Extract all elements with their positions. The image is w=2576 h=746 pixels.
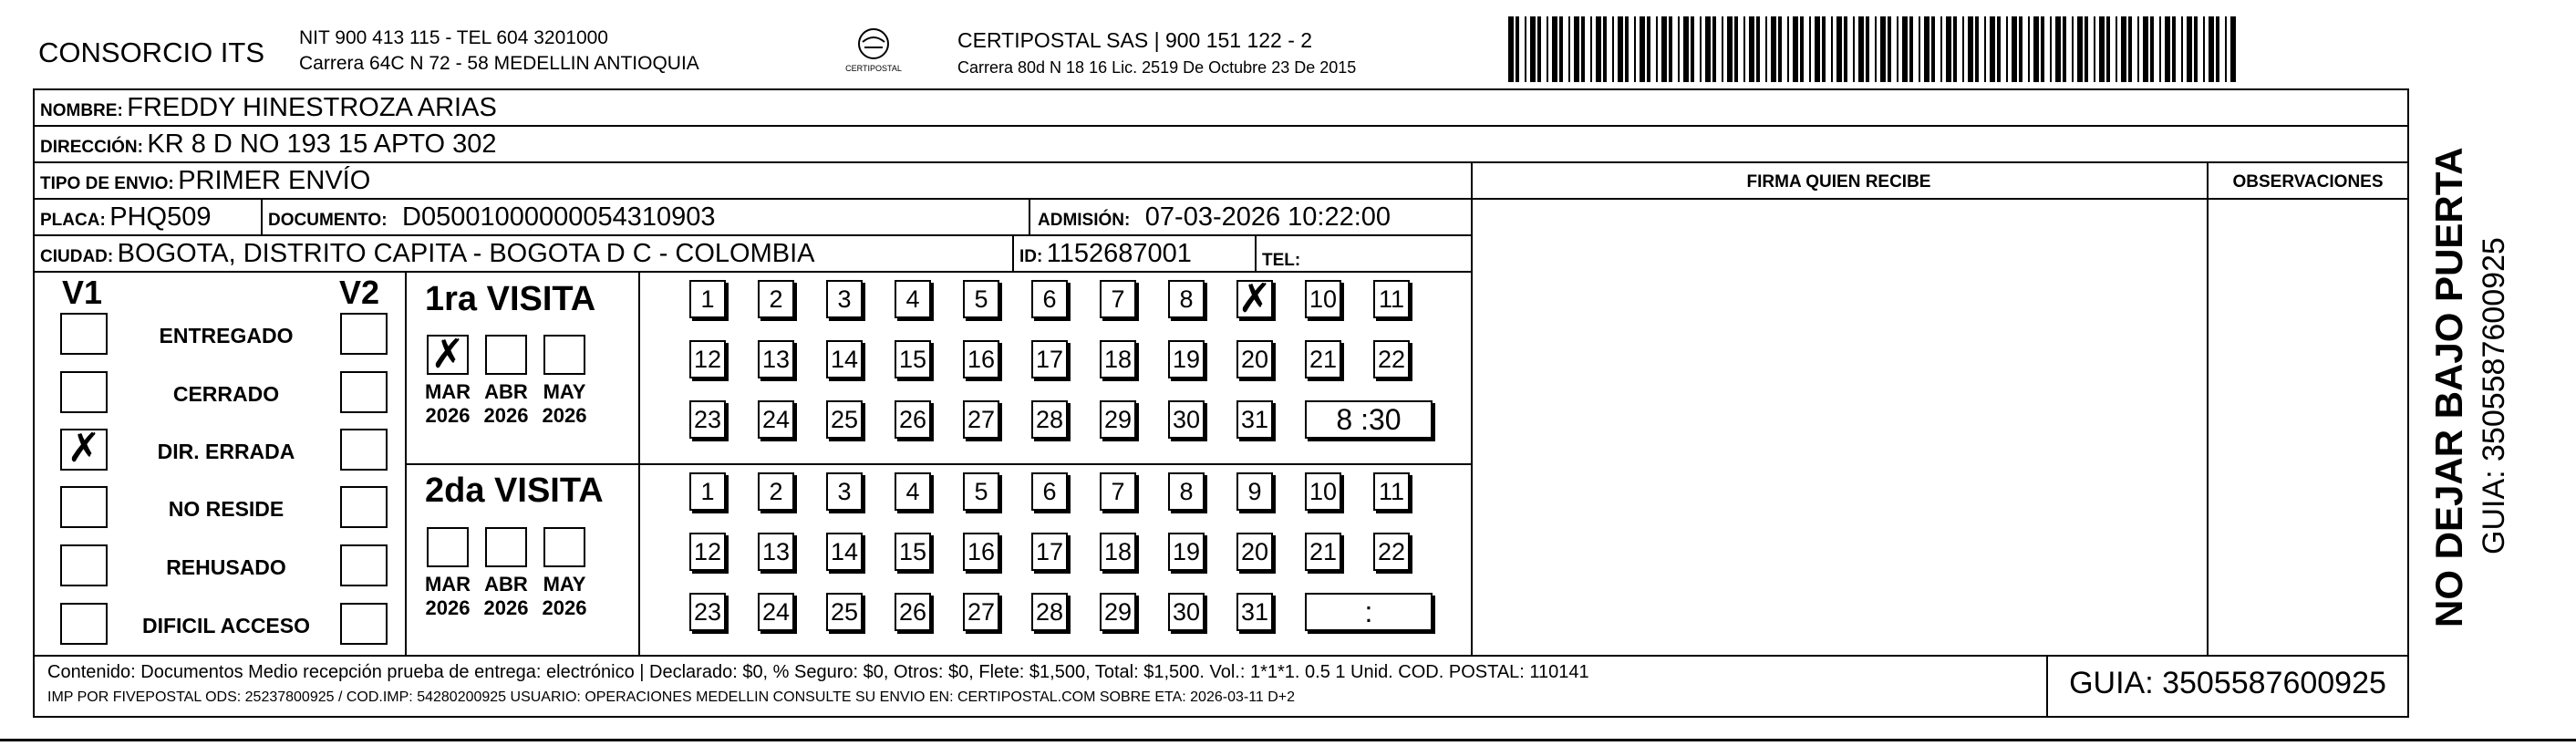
- first-visit-day-box[interactable]: 5: [963, 280, 999, 318]
- barcode-bar: [2050, 16, 2052, 82]
- barcode-bar: [1612, 16, 1614, 82]
- barcode-bar: [1691, 16, 1694, 82]
- barcode-bar: [1656, 16, 1658, 82]
- second-visit-day-box[interactable]: 8: [1168, 472, 1205, 511]
- first-visit-day-box[interactable]: 12: [689, 340, 726, 378]
- company-name: CONSORCIO ITS: [38, 36, 265, 68]
- barcode-bar: [2099, 16, 2105, 82]
- barcode-bar: [2150, 16, 2154, 82]
- barcode-bar: [2063, 16, 2066, 82]
- admision-label: ADMISIÓN:: [1038, 211, 1131, 230]
- barcode-bar: [2165, 16, 2170, 82]
- second-visit-day-box[interactable]: 13: [758, 533, 794, 571]
- barcode-bar: [1516, 16, 1519, 82]
- barcode-bar: [1946, 16, 1951, 82]
- barcode-bar: [1815, 16, 1820, 82]
- first-visit-month-checkbox[interactable]: [485, 335, 527, 375]
- barcode-bar: [1574, 16, 1579, 82]
- second-visit-day-box[interactable]: 6: [1031, 472, 1068, 511]
- barcode-bar: [1678, 16, 1680, 82]
- first-visit-month-label: MAY 2026: [542, 380, 587, 427]
- barcode-bar: [2203, 16, 2205, 82]
- barcode-bar: [1525, 16, 1526, 82]
- tipo-value: PRIMER ENVÍO: [178, 166, 371, 195]
- barcode-bar: [1787, 16, 1789, 82]
- second-visit-day-box[interactable]: 17: [1031, 533, 1068, 571]
- firma-header: FIRMA QUIEN RECIBE: [1746, 172, 1931, 192]
- tel-label: TEL:: [1262, 251, 1301, 270]
- second-visit-day-box[interactable]: 24: [758, 593, 794, 631]
- barcode-bar: [1968, 16, 1973, 82]
- side-warning: NO DEJAR BAJO PUERTA: [2427, 147, 2470, 627]
- second-visit-day-box[interactable]: 9: [1236, 472, 1273, 511]
- barcode-bar: [2137, 16, 2139, 82]
- nombre-value: FREDDY HINESTROZA ARIAS: [127, 93, 497, 122]
- barcode-bar: [1705, 16, 1711, 82]
- barcode-bar: [1559, 16, 1563, 82]
- second-visit-day-box[interactable]: 10: [1305, 472, 1341, 511]
- barcode-bar: [1568, 16, 1570, 82]
- second-visit-day-box[interactable]: 30: [1168, 593, 1205, 631]
- v2-checkbox[interactable]: [340, 486, 388, 528]
- documento-label: DOCUMENTO:: [268, 211, 388, 230]
- first-visit-day-box[interactable]: 13: [758, 340, 794, 378]
- second-visit-day-box[interactable]: 22: [1373, 533, 1410, 571]
- barcode-bar: [2116, 16, 2117, 82]
- status-label: DIFICIL ACCESO: [141, 614, 310, 637]
- v2-checkbox[interactable]: [340, 313, 388, 355]
- second-visit-month-label: MAY 2026: [542, 573, 587, 619]
- id-label: ID:: [1019, 247, 1043, 266]
- barcode-bar: [1603, 16, 1607, 82]
- barcode-bar: [2128, 16, 2132, 82]
- footer-line2: IMP POR FIVEPOSTAL ODS: 25237800925 / COD.IMP: 54280200925 USUARIO: OPERACIONES MEDELLIN CONSULTE SU ENVIO EN: CERTIPOSTAL.COM SOBRE ETA: 2026-03-11 D+2: [47, 689, 1296, 705]
- status-label: DIR. ERRADA: [157, 440, 295, 463]
- barcode-bar: [1809, 16, 1811, 82]
- first-visit-day-box[interactable]: 19: [1168, 340, 1205, 378]
- id-value: 1152687001: [1046, 239, 1192, 268]
- first-visit-month-label: MAR 2026: [424, 380, 471, 427]
- v1-checkbox[interactable]: [60, 544, 108, 586]
- second-visit-day-box[interactable]: 1: [689, 472, 726, 511]
- second-visit-month-label: ABR 2026: [483, 573, 529, 619]
- second-visit-day-box[interactable]: 20: [1236, 533, 1273, 571]
- second-visit-day-box[interactable]: 25: [826, 593, 863, 631]
- second-visit-day-box[interactable]: 5: [963, 472, 999, 511]
- admision-value: 07-03-2026 10:22:00: [1144, 202, 1391, 232]
- barcode-bar: [1984, 16, 1986, 82]
- barcode: [1506, 13, 2236, 86]
- id-row: [1019, 239, 1192, 269]
- barcode-bar: [1581, 16, 1585, 82]
- barcode-bar: [2077, 16, 2083, 82]
- tel-row: [1262, 243, 1300, 273]
- barcode-bar: [1625, 16, 1629, 82]
- v2-header: V2: [339, 274, 380, 311]
- barcode-bar: [2143, 16, 2148, 82]
- footer-guia: GUIA: 3505587600925: [2069, 666, 2386, 700]
- tipo-label: TIPO DE ENVIO:: [40, 174, 174, 193]
- v2-checkbox[interactable]: [340, 544, 388, 586]
- nombre-label: NOMBRE:: [40, 101, 123, 120]
- first-visit-day-box[interactable]: 1: [689, 280, 726, 318]
- barcode-bar: [2028, 16, 2030, 82]
- first-visit-day-box[interactable]: 21: [1305, 340, 1341, 378]
- documento-row: [268, 202, 716, 233]
- barcode-bar: [1756, 16, 1760, 82]
- direccion-value: KR 8 D NO 193 15 APTO 302: [147, 130, 497, 159]
- barcode-bar: [1722, 16, 1723, 82]
- barcode-bar: [1596, 16, 1601, 82]
- ciudad-value: BOGOTA, DISTRITO CAPITA - BOGOTA D C - COLOMBIA: [117, 239, 815, 268]
- barcode-bar: [2159, 16, 2161, 82]
- second-visit-month-checkbox[interactable]: [543, 527, 585, 567]
- barcode-bar: [1749, 16, 1754, 82]
- placa-value: PHQ509: [109, 202, 212, 232]
- barcode-bar: [1909, 16, 1913, 82]
- barcode-bar: [1743, 16, 1745, 82]
- second-visit-day-box[interactable]: 21: [1305, 533, 1341, 571]
- barcode-bar: [2216, 16, 2219, 82]
- second-visit-day-box[interactable]: 29: [1100, 593, 1136, 631]
- barcode-bar: [1793, 16, 1798, 82]
- barcode-bar: [2094, 16, 2095, 82]
- barcode-bar: [1537, 16, 1541, 82]
- barcode-bar: [1618, 16, 1623, 82]
- first-visit-day-box[interactable]: 14: [826, 340, 863, 378]
- barcode-bar: [1765, 16, 1767, 82]
- first-visit-day-box[interactable]: 3: [826, 280, 863, 318]
- v1-checkbox[interactable]: [60, 486, 108, 528]
- first-visit-day-box[interactable]: 16: [963, 340, 999, 378]
- barcode-bar: [1634, 16, 1636, 82]
- first-visit-day-box[interactable]: ✗: [1237, 275, 1272, 322]
- first-visit-day-box[interactable]: 17: [1031, 340, 1068, 378]
- first-visit-day-box[interactable]: 8: [1168, 280, 1205, 318]
- second-visit-day-box[interactable]: 16: [963, 533, 999, 571]
- second-visit-day-box[interactable]: 26: [895, 593, 931, 631]
- documento-value: D05001000000054310903: [402, 202, 716, 232]
- barcode-bar: [2012, 16, 2017, 82]
- company-address: Carrera 64C N 72 - 58 MEDELLIN ANTIOQUIA: [299, 53, 699, 74]
- first-visit-title: 1ra VISITA: [425, 280, 596, 318]
- second-visit-day-box[interactable]: 11: [1373, 472, 1410, 511]
- v1-checkbox[interactable]: [60, 371, 108, 413]
- first-visit-day-box[interactable]: 6: [1031, 280, 1068, 318]
- second-visit-day-box[interactable]: 28: [1031, 593, 1068, 631]
- barcode-bar: [1712, 16, 1716, 82]
- first-visit-time-box[interactable]: 8 :30: [1305, 400, 1433, 439]
- barcode-bar: [1831, 16, 1833, 82]
- second-visit-day-box[interactable]: 31: [1236, 593, 1273, 631]
- barcode-bar: [1683, 16, 1689, 82]
- first-visit-day-box[interactable]: 28: [1031, 400, 1068, 439]
- ciudad-label: CIUDAD:: [40, 247, 114, 266]
- barcode-bar: [1924, 16, 1929, 82]
- barcode-bar: [1931, 16, 1935, 82]
- carrier-address: Carrera 80d N 18 16 Lic. 2519 De Octubre 23 De 2015: [957, 58, 1357, 77]
- v1-checkbox[interactable]: ✗: [60, 429, 108, 471]
- first-visit-month-checkbox[interactable]: [543, 335, 585, 375]
- barcode-bar: [1997, 16, 2001, 82]
- barcode-bar: [1866, 16, 1869, 82]
- barcode-bar: [2033, 16, 2039, 82]
- barcode-bar: [2019, 16, 2023, 82]
- barcode-bar: [1953, 16, 1957, 82]
- first-visit-day-box[interactable]: 26: [895, 400, 931, 439]
- barcode-bar: [1822, 16, 1826, 82]
- barcode-bar: [1647, 16, 1650, 82]
- first-visit-day-box[interactable]: 27: [963, 400, 999, 439]
- second-visit-month-checkbox[interactable]: [485, 527, 527, 567]
- barcode-bar: [1734, 16, 1738, 82]
- second-visit-day-box[interactable]: 4: [895, 472, 931, 511]
- first-visit-month-label: ABR 2026: [483, 380, 529, 427]
- barcode-bar: [1975, 16, 1979, 82]
- first-visit-month-checkbox[interactable]: ✗: [427, 335, 469, 375]
- barcode-bar: [1530, 16, 1536, 82]
- barcode-bar: [2106, 16, 2110, 82]
- first-visit-day-box[interactable]: 25: [826, 400, 863, 439]
- first-visit-day-box[interactable]: 31: [1236, 400, 1273, 439]
- barcode-bar: [2041, 16, 2044, 82]
- barcode-bar: [1590, 16, 1592, 82]
- placa-row: [40, 202, 211, 233]
- footer-line1: Contenido: Documentos Medio recepción prueba de entrega: electrónico | Declarado: $0, % Seguro: $0, Otros: $0, Flete: $1,500, Total: $1,500. Vol.: 1*1*1. 0.5 1 Unid. COD. POSTAL: 110141: [47, 662, 1589, 682]
- barcode-bar: [2194, 16, 2198, 82]
- barcode-bar: [1919, 16, 1920, 82]
- second-visit-day-box[interactable]: 2: [758, 472, 794, 511]
- barcode-bar: [1875, 16, 1877, 82]
- second-visit-month-label: MAR 2026: [424, 573, 471, 619]
- barcode-bar: [1858, 16, 1864, 82]
- v2-checkbox[interactable]: [340, 429, 388, 471]
- second-visit-day-box[interactable]: 27: [963, 593, 999, 631]
- barcode-bar: [1962, 16, 1964, 82]
- status-label: ENTREGADO: [159, 324, 294, 347]
- second-visit-title: 2da VISITA: [425, 471, 604, 510]
- barcode-bar: [1940, 16, 1942, 82]
- barcode-bar: [1844, 16, 1847, 82]
- barcode-bar: [1778, 16, 1782, 82]
- barcode-bar: [1888, 16, 1891, 82]
- status-label: CERRADO: [172, 382, 280, 406]
- company-nit-tel: NIT 900 413 115 - TEL 604 3201000: [299, 27, 608, 48]
- v2-checkbox[interactable]: [340, 371, 388, 413]
- first-visit-day-box[interactable]: 22: [1373, 340, 1410, 378]
- first-visit-day-box[interactable]: 7: [1100, 280, 1136, 318]
- barcode-bar: [2225, 16, 2227, 82]
- first-visit-day-box[interactable]: 24: [758, 400, 794, 439]
- tipo-row: [40, 166, 370, 196]
- second-visit-day-box[interactable]: 19: [1168, 533, 1205, 571]
- admision-row: [1038, 202, 1391, 233]
- side-guia: GUIA: 3505587600925: [2477, 237, 2511, 554]
- v1-checkbox[interactable]: [60, 313, 108, 355]
- second-visit-day-box[interactable]: 12: [689, 533, 726, 571]
- barcode-bar: [1661, 16, 1667, 82]
- second-visit-month-checkbox[interactable]: [427, 527, 469, 567]
- barcode-bar: [2072, 16, 2074, 82]
- direccion-label: DIRECCIÓN:: [40, 138, 143, 157]
- barcode-bar: [2181, 16, 2183, 82]
- second-visit-day-box[interactable]: 18: [1100, 533, 1136, 571]
- second-visit-day-box[interactable]: 7: [1100, 472, 1136, 511]
- first-visit-day-box[interactable]: 2: [758, 280, 794, 318]
- barcode-bar: [1897, 16, 1898, 82]
- second-visit-day-box[interactable]: 3: [826, 472, 863, 511]
- first-visit-day-box[interactable]: 29: [1100, 400, 1136, 439]
- barcode-bar: [1853, 16, 1855, 82]
- first-visit-day-box[interactable]: 23: [689, 400, 726, 439]
- barcode-bar: [2172, 16, 2176, 82]
- first-visit-day-box[interactable]: 18: [1100, 340, 1136, 378]
- status-label: NO RESIDE: [168, 497, 284, 521]
- second-visit-time-box[interactable]: :: [1305, 593, 1433, 631]
- ciudad-row: [40, 239, 815, 269]
- barcode-bar: [1552, 16, 1557, 82]
- certipostal-logo: [837, 26, 910, 77]
- carrier-name: CERTIPOSTAL SAS | 900 151 122 - 2: [957, 28, 1313, 52]
- barcode-bar: [1669, 16, 1672, 82]
- barcode-bar: [1771, 16, 1776, 82]
- second-visit-day-box[interactable]: 15: [895, 533, 931, 571]
- barcode-bar: [2121, 16, 2126, 82]
- barcode-bar: [2187, 16, 2192, 82]
- barcode-bar: [1902, 16, 1908, 82]
- second-visit-day-box[interactable]: 14: [826, 533, 863, 571]
- v2-checkbox[interactable]: [340, 603, 388, 645]
- barcode-bar: [1880, 16, 1886, 82]
- observaciones-header: OBSERVACIONES: [2232, 172, 2384, 192]
- barcode-bar: [1700, 16, 1702, 82]
- barcode-bar: [2055, 16, 2061, 82]
- barcode-bar: [1640, 16, 1645, 82]
- placa-label: PLACA:: [40, 211, 106, 230]
- barcode-bar: [1547, 16, 1548, 82]
- v1-checkbox[interactable]: [60, 603, 108, 645]
- barcode-bar: [2209, 16, 2214, 82]
- first-visit-day-box[interactable]: 10: [1305, 280, 1341, 318]
- first-visit-day-box[interactable]: 20: [1236, 340, 1273, 378]
- barcode-bar: [1800, 16, 1804, 82]
- status-label: REHUSADO: [166, 555, 286, 579]
- barcode-bar: [1727, 16, 1733, 82]
- barcode-bar: [1990, 16, 1995, 82]
- barcode-bar: [2085, 16, 2088, 82]
- first-visit-day-box[interactable]: 15: [895, 340, 931, 378]
- first-visit-day-box[interactable]: 11: [1373, 280, 1410, 318]
- barcode-bar: [2006, 16, 2008, 82]
- svg-text:CERTIPOSTAL: CERTIPOSTAL: [845, 64, 902, 73]
- second-visit-day-box[interactable]: 23: [689, 593, 726, 631]
- first-visit-day-box[interactable]: 30: [1168, 400, 1205, 439]
- nombre-row: [40, 93, 497, 123]
- v1-header: V1: [62, 274, 103, 311]
- direccion-row: [40, 130, 497, 160]
- first-visit-day-box[interactable]: 4: [895, 280, 931, 318]
- barcode-bar: [2230, 16, 2236, 82]
- barcode-bar: [1508, 16, 1514, 82]
- barcode-bar: [1836, 16, 1842, 82]
